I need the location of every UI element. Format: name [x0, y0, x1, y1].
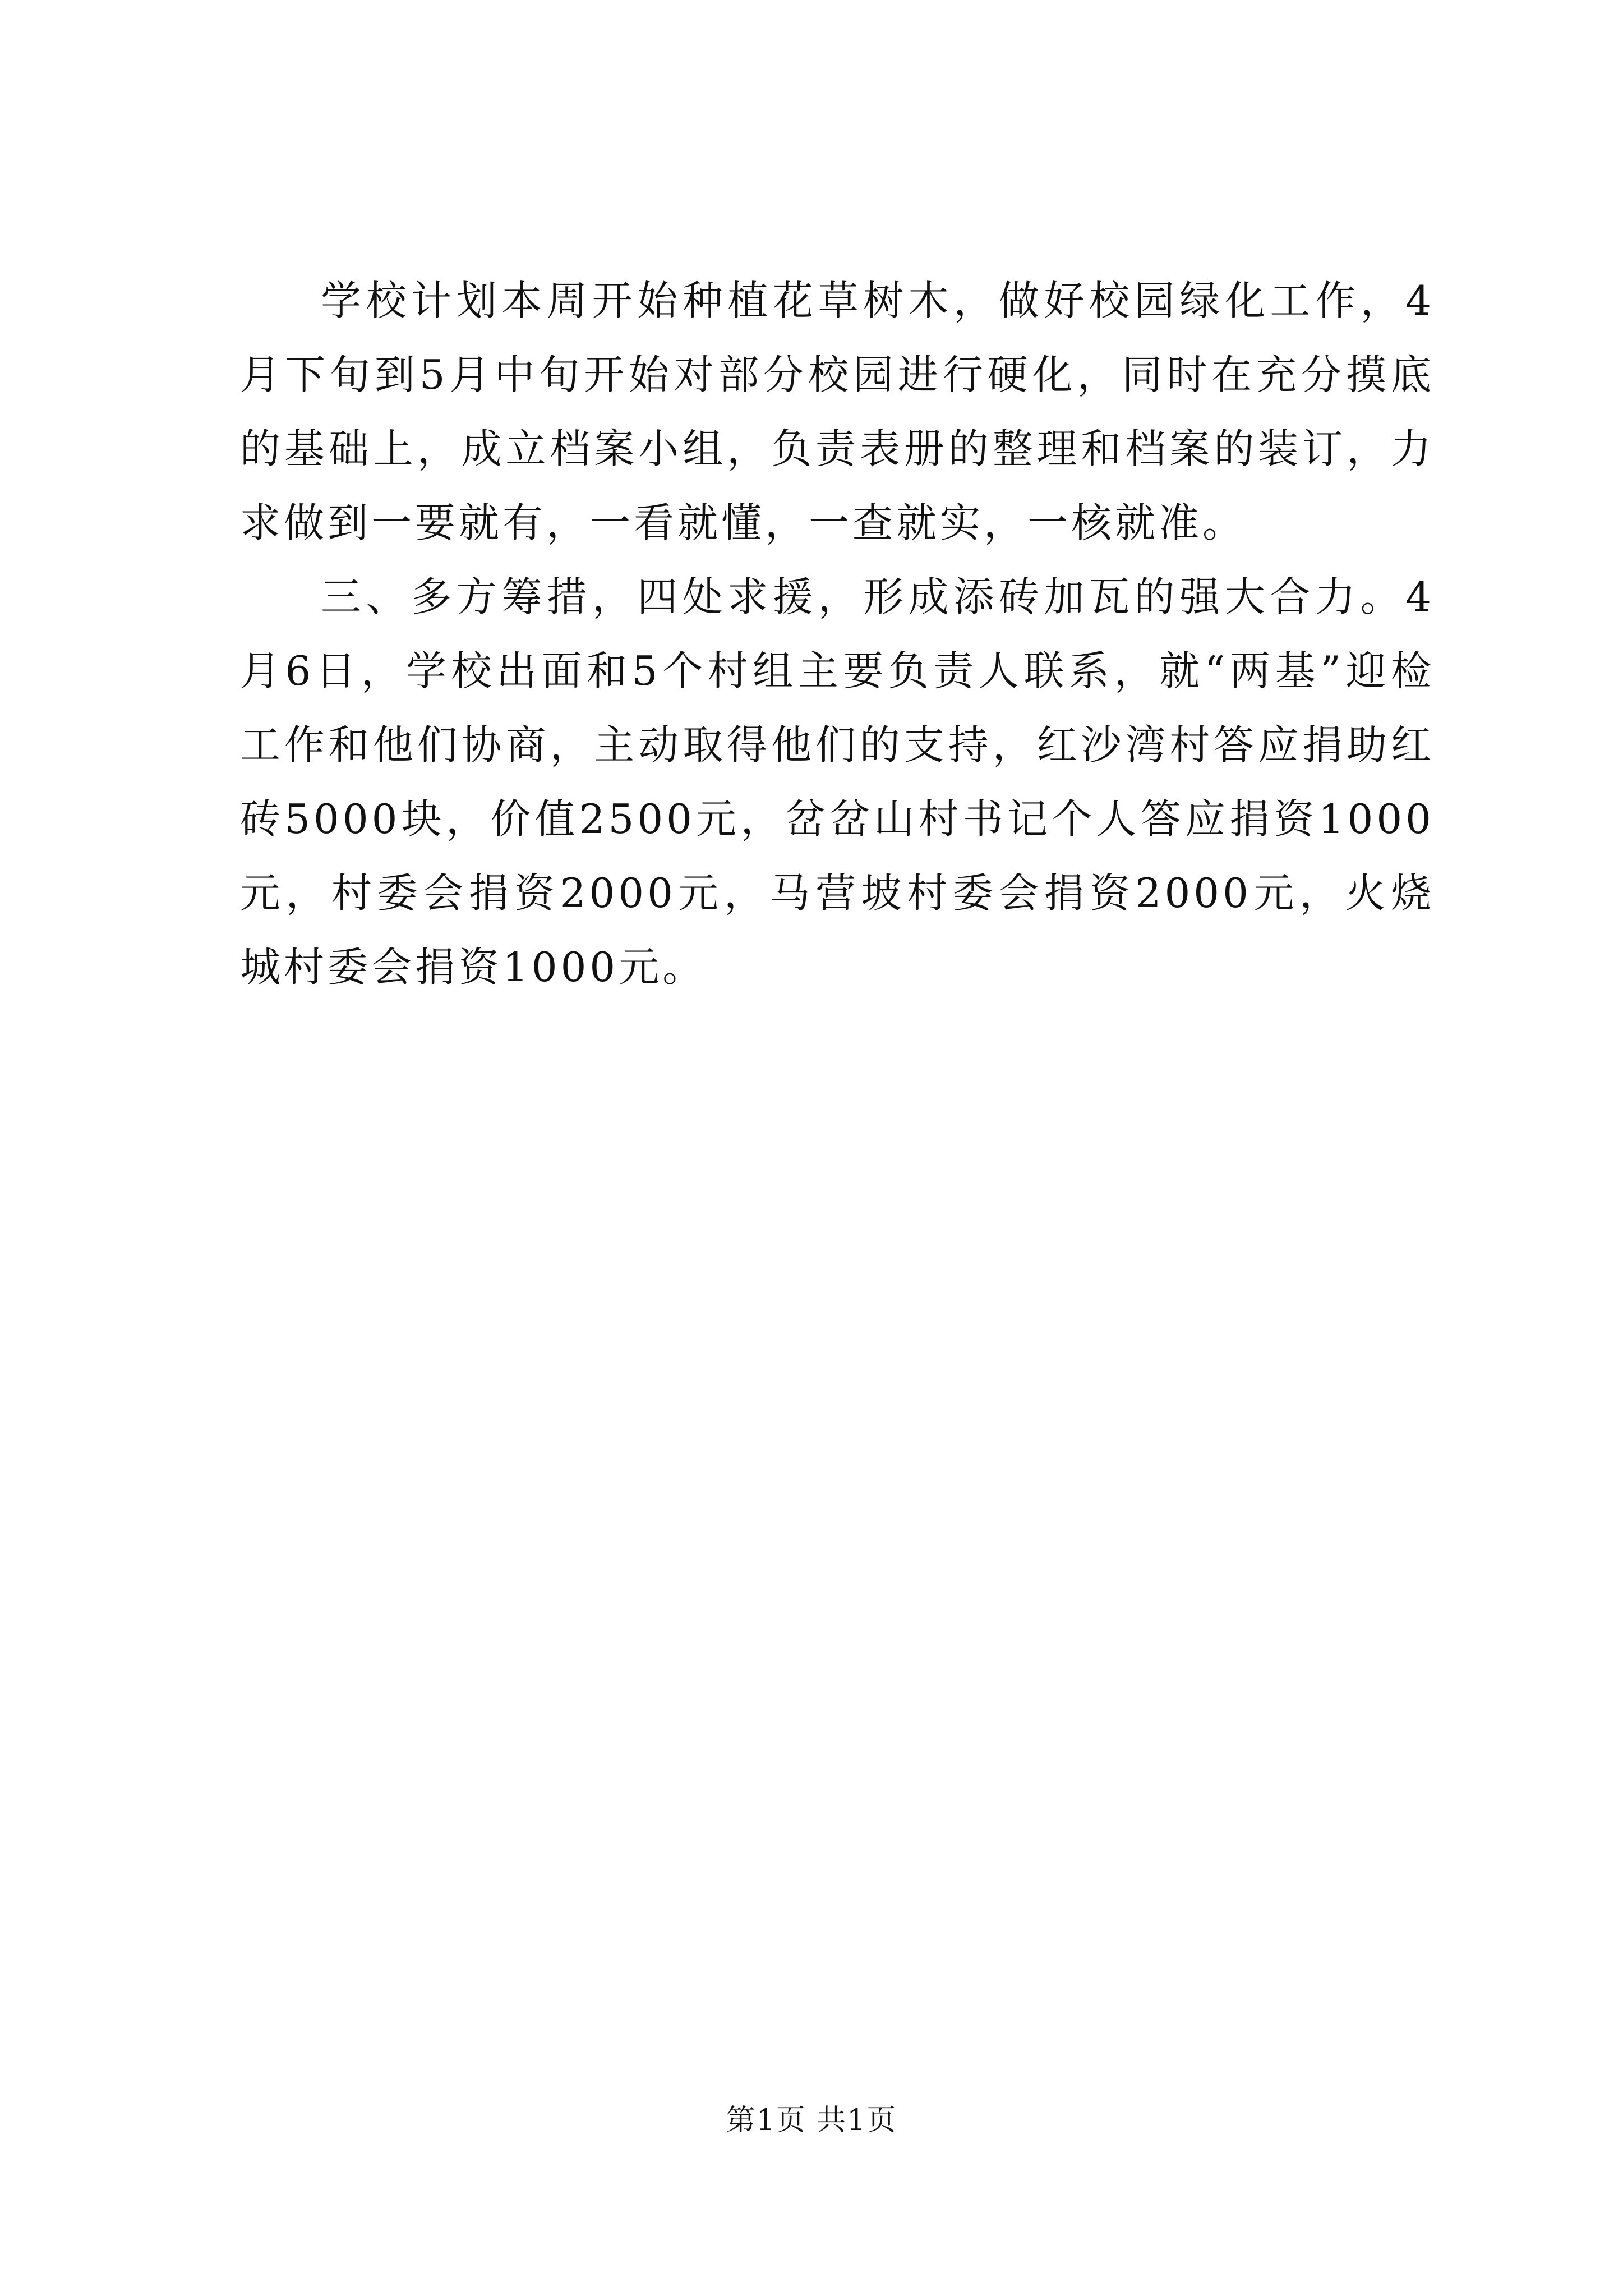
document-body — [240, 264, 1435, 1004]
paragraph: 学校计划本周开始种植花草树木，做好校园绿化工作，4月下旬到5月中旬开始对部分校园进行硬化，同时在充分摸底的基础上，成立档案小组，负责表册的整理和档案的装订，力求做到一要就有，一看就懂，一查就实，一核就准。 — [240, 277, 1435, 546]
page-number-footer: 第1页 共1页 — [726, 2104, 897, 2137]
paragraph: 三、多方筹措，四处求援，形成添砖加瓦的强大合力。4月6日，学校出面和5个村组主要负责人联系，就“两基”迎检工作和他们协商，主动取得他们的支持，红沙湾村答应捐助红砖5000块，价值2500元，岔岔山村书记个人答应捐资1000元，村委会捐资2000元，马营坡村委会捐资2000元，火烧城村委会捐资1000元。 — [240, 573, 1435, 991]
